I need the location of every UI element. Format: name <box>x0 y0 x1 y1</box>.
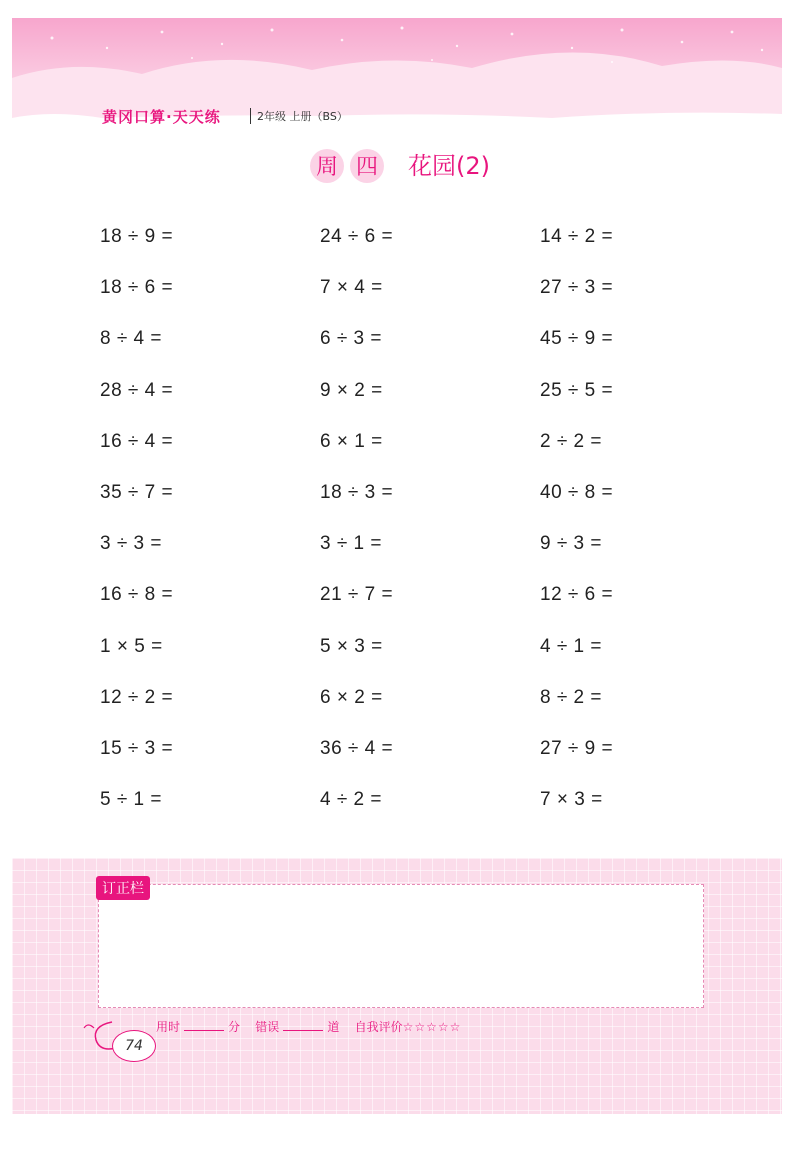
problem-row <box>100 226 700 256</box>
stats-line <box>156 1018 461 1035</box>
problem-row <box>100 277 700 307</box>
page-title <box>0 146 800 183</box>
page-number: 74 <box>112 1030 156 1062</box>
problem-item: 5 × 3 = <box>320 635 383 657</box>
problem-item: 5 ÷ 1 = <box>100 789 162 811</box>
question-unit: 道 <box>327 1020 340 1034</box>
weekday-char-1: 周 <box>310 149 344 183</box>
problem-item: 24 ÷ 6 = <box>320 226 394 247</box>
problem-row <box>100 328 700 358</box>
footer-panel <box>12 858 782 1114</box>
problem-item: 18 ÷ 9 = <box>100 226 174 247</box>
problem-row <box>100 431 700 461</box>
lesson-topic: 花园(2) <box>408 152 490 180</box>
problem-item: 18 ÷ 3 = <box>320 482 394 503</box>
grade-label: 2年级 上册（BS） <box>250 108 348 124</box>
problem-row <box>100 533 700 563</box>
problem-row <box>100 687 700 717</box>
time-blank[interactable] <box>184 1030 224 1031</box>
problem-item: 35 ÷ 7 = <box>100 482 174 503</box>
problem-item: 9 × 2 = <box>320 379 383 401</box>
problem-item: 12 ÷ 6 = <box>540 584 614 606</box>
correction-area[interactable] <box>98 884 704 1008</box>
problem-item: 14 ÷ 2 = <box>540 226 614 247</box>
problem-item: 21 ÷ 7 = <box>320 584 394 606</box>
problem-item: 3 ÷ 1 = <box>320 533 382 555</box>
problem-item: 27 ÷ 3 = <box>540 277 614 299</box>
problem-item: 16 ÷ 4 = <box>100 430 174 452</box>
problem-item: 45 ÷ 9 = <box>540 328 614 350</box>
problem-item: 36 ÷ 4 = <box>320 738 394 759</box>
problem-item: 4 ÷ 2 = <box>320 789 382 811</box>
time-label: 用时 <box>156 1020 181 1034</box>
rating-stars[interactable]: ☆☆☆☆☆ <box>402 1020 462 1034</box>
problem-item: 6 × 2 = <box>320 686 383 708</box>
error-label: 错误 <box>255 1020 280 1034</box>
problem-item: 7 × 3 = <box>540 789 603 811</box>
self-eval-label: 自我评价 <box>354 1020 403 1034</box>
problem-item: 2 ÷ 2 = <box>540 430 602 452</box>
page-header <box>12 18 782 138</box>
error-blank[interactable] <box>283 1030 323 1031</box>
problem-item: 1 × 5 = <box>100 635 163 657</box>
problem-row <box>100 380 700 410</box>
problem-row <box>100 482 700 512</box>
problem-item: 4 ÷ 1 = <box>540 635 602 657</box>
problem-item: 9 ÷ 3 = <box>540 533 602 555</box>
problem-item: 18 ÷ 6 = <box>100 277 174 299</box>
problem-row <box>100 789 700 819</box>
problem-item: 15 ÷ 3 = <box>100 738 174 759</box>
problem-item: 6 ÷ 3 = <box>320 328 382 350</box>
problem-row <box>100 636 700 666</box>
problem-item: 6 × 1 = <box>320 430 383 452</box>
problem-item: 25 ÷ 5 = <box>540 379 614 401</box>
problem-item: 8 ÷ 4 = <box>100 328 162 350</box>
problem-item: 28 ÷ 4 = <box>100 379 174 401</box>
brand-title: 黄冈口算·天天练 <box>102 108 221 126</box>
problem-row <box>100 738 700 768</box>
minute-unit: 分 <box>228 1020 241 1034</box>
weekday-char-2: 四 <box>350 149 384 183</box>
problem-item: 12 ÷ 2 = <box>100 686 174 708</box>
problem-item: 40 ÷ 8 = <box>540 482 614 503</box>
problem-item: 27 ÷ 9 = <box>540 738 614 759</box>
problem-item: 7 × 4 = <box>320 277 383 299</box>
problem-item: 16 ÷ 8 = <box>100 584 174 606</box>
correction-label: 订正栏 <box>96 876 150 900</box>
problem-row <box>100 584 700 614</box>
problem-item: 8 ÷ 2 = <box>540 686 602 708</box>
problem-item: 3 ÷ 3 = <box>100 533 162 555</box>
